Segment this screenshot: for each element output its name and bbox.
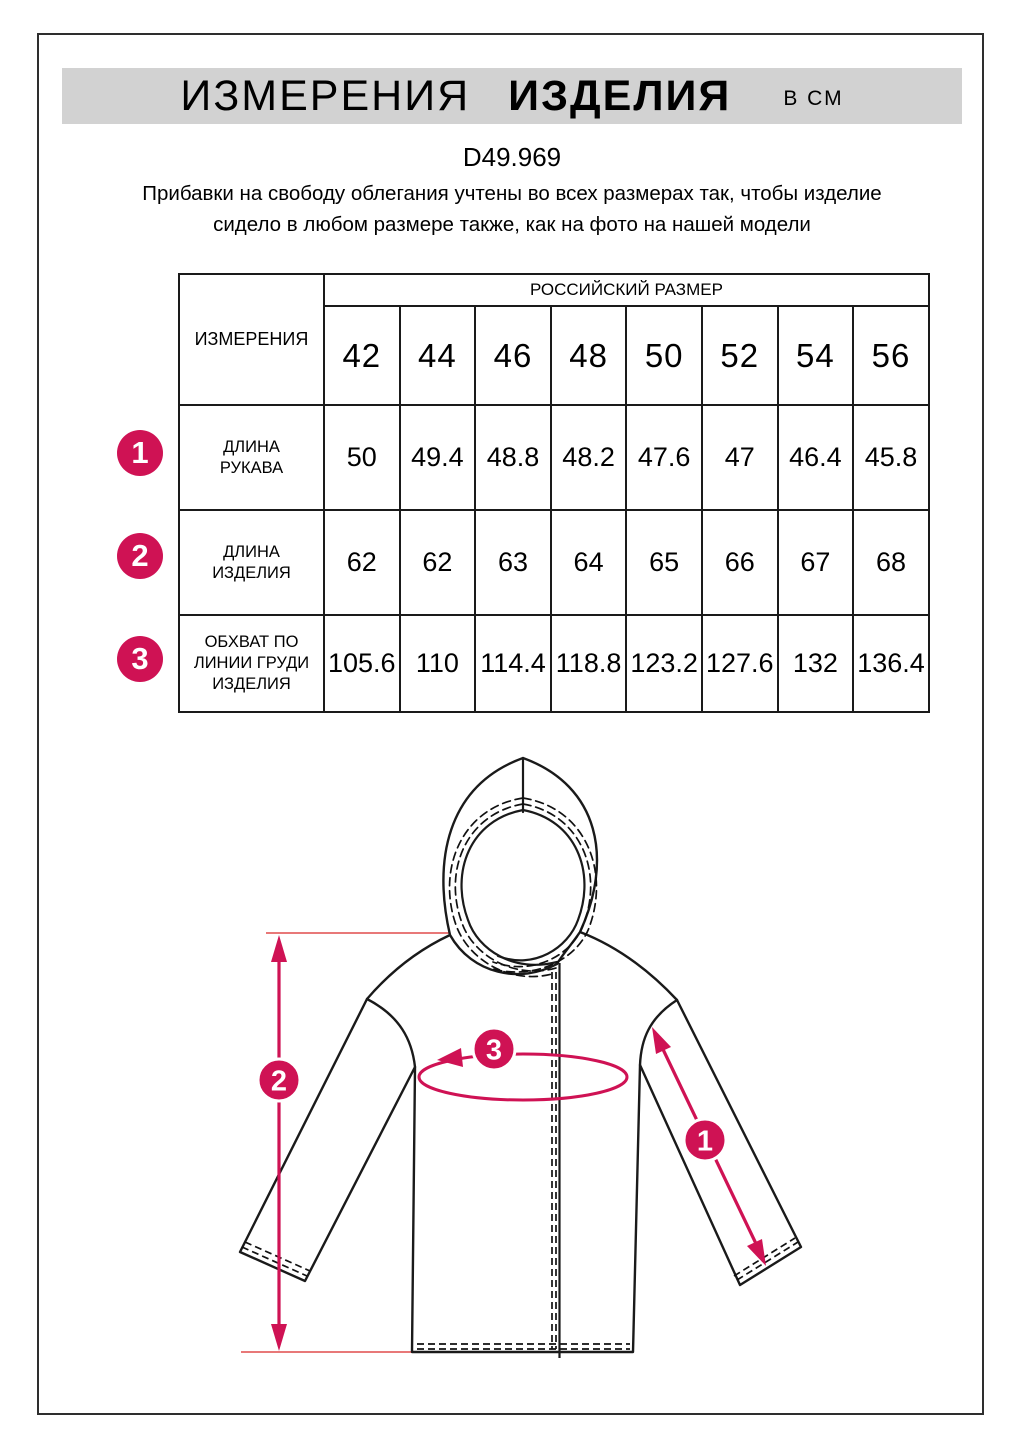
value-cell: 127.6: [702, 615, 778, 712]
row-label: ДЛИНА ИЗДЕЛИЯ: [179, 510, 324, 615]
value-cell: 66: [702, 510, 778, 615]
size-cell: 48: [551, 306, 627, 405]
size-cell: 52: [702, 306, 778, 405]
value-cell: 48.8: [475, 405, 551, 510]
size-cell: 54: [778, 306, 854, 405]
value-cell: 132: [778, 615, 854, 712]
value-cell: 123.2: [626, 615, 702, 712]
size-cell: 50: [626, 306, 702, 405]
value-cell: 136.4: [853, 615, 929, 712]
row-number-badge-3: 3: [117, 636, 163, 682]
title-banner: [62, 68, 962, 124]
arrowhead-down: [271, 1324, 287, 1351]
fit-note: Прибавки на свободу облегания учтены во всех размерах так, чтобы изделие сидело в любом размере также, как на фото на нашей модели: [142, 182, 882, 236]
value-cell: 110: [400, 615, 476, 712]
value-cell: 49.4: [400, 405, 476, 510]
arrowhead-up: [271, 935, 287, 962]
value-cell: 46.4: [778, 405, 854, 510]
row-label: ДЛИНА РУКАВА: [179, 405, 324, 510]
diagram-badge-3-label: 3: [485, 1034, 503, 1067]
table-row-sleeve-length: [179, 405, 929, 510]
value-cell: 50: [324, 405, 400, 510]
value-cell: 62: [400, 510, 476, 615]
row-number-badge-2: 2: [117, 533, 163, 579]
value-cell: 65: [626, 510, 702, 615]
value-cell: 105.6: [324, 615, 400, 712]
value-cell: 47: [702, 405, 778, 510]
value-cell: 67: [778, 510, 854, 615]
row-number-badge-1: 1: [117, 430, 163, 476]
page-title-measurements: ИЗМЕРЕНИЯ: [180, 71, 471, 120]
value-cell: 63: [475, 510, 551, 615]
table-row-garment-length: [179, 510, 929, 615]
table-row-chest-girth: [179, 615, 929, 712]
size-cell: 46: [475, 306, 551, 405]
diagram-badge-1-label: 1: [696, 1125, 714, 1158]
value-cell: 47.6: [626, 405, 702, 510]
page-title-product: ИЗДЕЛИЯ: [508, 71, 732, 120]
size-cell: 56: [853, 306, 929, 405]
value-cell: 118.8: [551, 615, 627, 712]
value-cell: 64: [551, 510, 627, 615]
value-cell: 48.2: [551, 405, 627, 510]
diagram-badge-2-label: 2: [270, 1065, 288, 1098]
value-cell: 68: [853, 510, 929, 615]
size-cell: 44: [400, 306, 476, 405]
size-group-header-cell: РОССИЙСКИЙ РАЗМЕР: [324, 274, 929, 306]
page-title-unit: В СМ: [783, 87, 844, 110]
measure-header-cell: ИЗМЕРЕНИЯ: [179, 274, 324, 405]
garment-diagram: [200, 740, 840, 1430]
row-label: ОБХВАТ ПО ЛИНИИ ГРУДИ ИЗДЕЛИЯ: [179, 615, 324, 712]
product-code: D49.969: [462, 142, 562, 172]
value-cell: 62: [324, 510, 400, 615]
value-cell: 45.8: [853, 405, 929, 510]
size-table: [178, 273, 930, 713]
value-cell: 114.4: [475, 615, 551, 712]
size-cell: 42: [324, 306, 400, 405]
